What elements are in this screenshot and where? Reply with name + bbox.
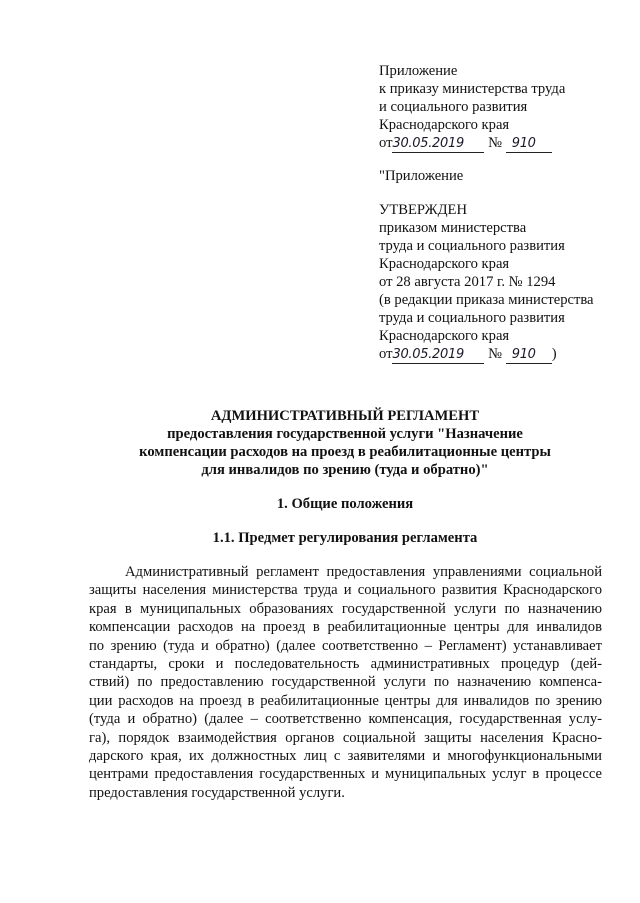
handwritten-date: 30.05.2019 (392, 136, 464, 151)
document-subtitle-line-3: для инвалидов по зрению (туда и обратно)" (201, 462, 489, 478)
body-line: ствий) по предоставлению государственной услуги по назначению компенса- (89, 674, 602, 691)
body-line: ции расходов на проезд в реабилитационные центры для инвалидов по зрению (89, 692, 602, 709)
body-line: дарского края, их должностных лиц с заявителями и многофункциональными (89, 747, 602, 764)
body-line: (туда и обратно) (далее – соответственно компенсация, государственная услу- (89, 711, 602, 728)
appendix-line-1: Приложение (379, 63, 458, 79)
closing-paren: ) (551, 346, 557, 362)
body-line: предоставления государственной услуги. (89, 784, 345, 801)
number-field (506, 345, 552, 364)
section-title: 1. Общие положения (276, 496, 414, 512)
number-field (506, 134, 552, 153)
handwritten-number: 910 (511, 347, 536, 362)
document-subtitle-line-1: предоставления государственной услуги "Назначение (167, 426, 523, 442)
number-sign: № (488, 135, 503, 151)
appendix-date-line (379, 134, 552, 153)
subsection-title: 1.1. Предмет регулирования регламента (212, 530, 478, 546)
appendix-line-4: Краснодарского края (379, 117, 510, 133)
approval-title: УТВЕРЖДЕН (379, 202, 467, 218)
body-line: Административный регламент предоставления управлениями социальной (125, 564, 602, 580)
body-line: стандарты, сроки и последовательность административных процедур (дей- (89, 655, 602, 672)
date-field (392, 134, 484, 153)
document-subtitle-line-2: компенсации расходов на проезд в реабилитационные центры (139, 444, 551, 460)
date-prefix: от (379, 346, 393, 362)
appendix-line-3: и социального развития (379, 99, 528, 115)
body-line: по зрению (туда и обратно) (далее соответственно – Регламент) устанавливает (89, 637, 602, 654)
body-line: компенсации расходов на проезд в реабилитационные центры для инвалидов (89, 619, 602, 636)
date-prefix: от (379, 135, 393, 151)
quoted-appendix-label: "Приложение (379, 168, 464, 184)
approval-line-7: Краснодарского края (379, 328, 510, 344)
approval-line-4: от 28 августа 2017 г. № 1294 (379, 274, 556, 290)
body-line: центрами предоставления государственных и муниципальных услуг в процессе (89, 766, 602, 783)
handwritten-number: 910 (511, 136, 536, 151)
body-line: защиты населения министерства труда и социального развития Краснодарского (89, 582, 602, 599)
date-field (392, 345, 484, 364)
approval-line-3: Краснодарского края (379, 256, 510, 272)
approval-line-6: труда и социального развития (379, 310, 565, 326)
approval-date-line (379, 345, 557, 364)
appendix-line-2: к приказу министерства труда (379, 81, 566, 97)
body-paragraph (89, 563, 602, 802)
handwritten-date: 30.05.2019 (392, 347, 464, 362)
body-line: га), порядок взаимодействия органов социальной защиты населения Красно- (89, 729, 602, 746)
document-title: АДМИНИСТРАТИВНЫЙ РЕГЛАМЕНТ (210, 408, 480, 424)
body-line: края в муниципальных образованиях государственной услуги по назначению (89, 600, 602, 617)
approval-line-5: (в редакции приказа министерства (379, 292, 594, 308)
approval-line-2: труда и социального развития (379, 238, 565, 254)
approval-line-1: приказом министерства (379, 220, 527, 236)
number-sign: № (488, 346, 503, 362)
